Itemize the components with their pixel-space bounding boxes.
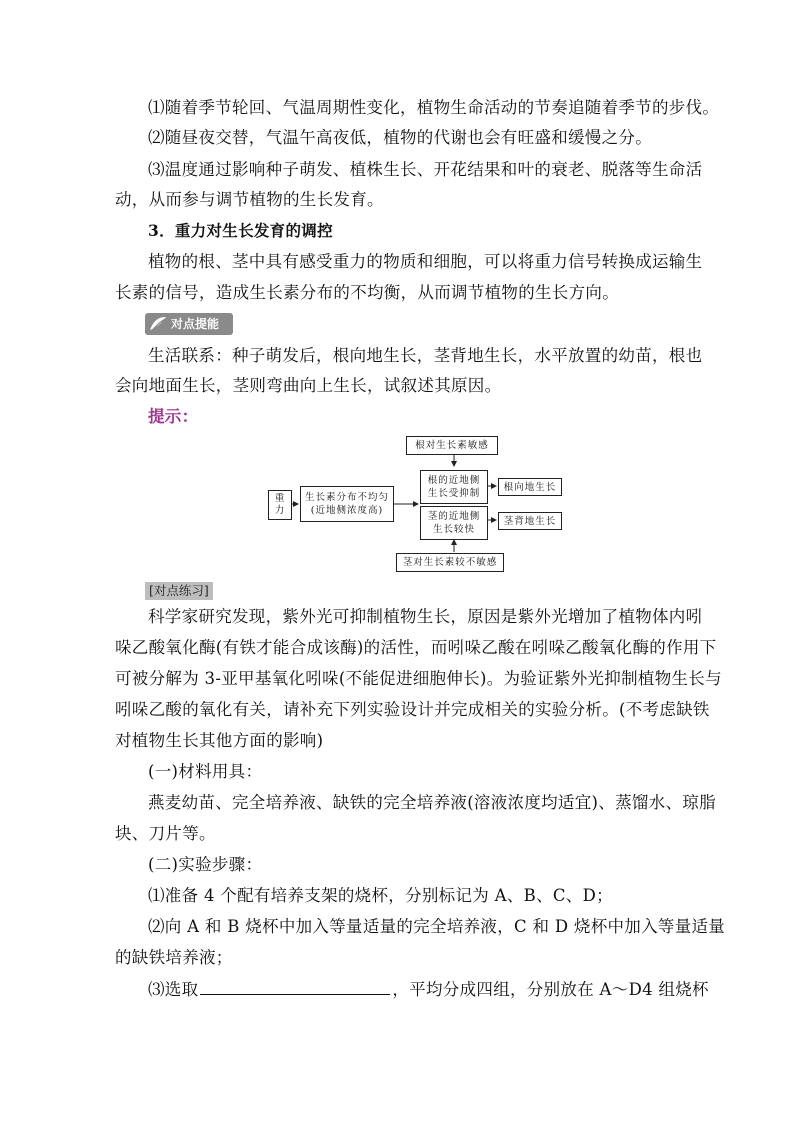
materials-heading: (一)材料用具：: [148, 762, 263, 781]
step-2-line-1: ⑵向 A 和 B 烧杯中加入等量适量的完全培养液，C 和 D 烧杯中加入等量适量: [148, 917, 726, 936]
box-stem-near-line1: 茎的近地侧: [427, 511, 481, 522]
paragraph-gravity-2: 长素的信号，造成生长素分布的不均衡，从而调节植物的生长方向。: [115, 283, 619, 302]
box-root-sensitive-label: 根对生长素敏感: [415, 440, 489, 451]
box-stem-insensitive-label: 茎对生长素较不敏感: [402, 557, 498, 568]
box-root-near-side: [420, 470, 488, 504]
steps-heading: (二)实验步骤：: [148, 855, 263, 874]
exercise-line-3: 可被分解为 3-亚甲基氧化吲哚(不能促进细胞伸长)。为验证紫外光抑制植物生长与: [115, 669, 722, 688]
question-line-1: 生活联系：种子萌发后，根向地生长，茎背地生长，水平放置的幼苗，根也: [148, 346, 703, 365]
step-3-prefix: ⑶选取: [148, 980, 199, 999]
box-auxin-sublabel: (近地侧浓度高): [310, 505, 384, 516]
materials-line-2: 块、刀片等。: [115, 824, 216, 843]
box-stem-grows-up-label: 茎背地生长: [503, 515, 557, 527]
paragraph-day-night: ⑵随昼夜交替，气温午高夜低，植物的代谢也会有旺盛和缓慢之分。: [148, 128, 652, 147]
paragraph-temperature-2: 动，从而参与调节植物的生长发育。: [115, 190, 384, 209]
box-root-near-line1: 根的近地侧: [427, 475, 481, 486]
question-line-2: 会向地面生长，茎则弯曲向上生长，试叙述其原因。: [115, 376, 502, 395]
hint-label: 提示：: [148, 407, 199, 426]
box-root-sensitive: [406, 436, 498, 455]
exercise-tag: [对点练习]: [145, 582, 213, 600]
box-root-near-line2: 生长受抑制: [427, 488, 481, 499]
leaf-icon: [148, 315, 168, 337]
badge-skill-tip: [145, 313, 233, 335]
box-stem-near-side: [420, 506, 488, 540]
exercise-line-1: 科学家研究发现，紫外光可抑制植物生长，原因是紫外光增加了植物体内吲: [148, 607, 703, 626]
step-3: [148, 978, 718, 1001]
exercise-line-4: 吲哚乙酸的氧化有关，请补充下列实验设计并完成相关的实验分析。(不考虑缺铁: [115, 700, 710, 719]
paragraph-temperature-1: ⑶温度通过影响种子萌发、植株生长、开花结果和叶的衰老、脱落等生命活: [148, 160, 703, 179]
step-2-line-2: 的缺铁培养液；: [115, 948, 233, 967]
box-gravity-label: 重力: [274, 493, 286, 516]
exercise-line-5: 对植物生长其他方面的影响): [115, 731, 324, 750]
box-stem-near-line2: 生长较快: [432, 524, 475, 535]
step-3-answer-blank[interactable]: [200, 978, 390, 995]
gravity-auxin-diagram: [268, 434, 564, 572]
box-root-grows-down-label: 根向地生长: [503, 481, 557, 493]
box-stem-grows-up: [498, 512, 562, 530]
paragraph-seasonal: ⑴随着季节轮回、气温周期性变化，植物生命活动的节奏追随着季节的步伐。: [148, 98, 720, 117]
box-auxin-uneven: [300, 486, 394, 522]
step-3-suffix: ，平均分成四组，分别放在 A～D4 组烧杯: [392, 980, 709, 999]
step-1: ⑴准备 4 个配有培养支架的烧杯，分别标记为 A、B、C、D；: [148, 886, 613, 905]
badge-label: 对点提能: [171, 317, 220, 331]
box-auxin-label: 生长素分布不均匀: [304, 492, 389, 503]
exercise-line-2: 哚乙酸氧化酶(有铁才能合成该酶)的活性，而吲哚乙酸在吲哚乙酸氧化酶的作用下: [115, 638, 717, 657]
box-gravity: [268, 490, 292, 520]
paragraph-gravity-1: 植物的根、茎中具有感受重力的物质和细胞，可以将重力信号转换成运输生: [148, 252, 703, 271]
section-heading-gravity: 3．重力对生长发育的调控: [148, 221, 333, 240]
box-root-grows-down: [498, 478, 562, 496]
box-stem-insensitive: [396, 553, 504, 572]
materials-line-1: 燕麦幼苗、完全培养液、缺铁的完全培养液(溶液浓度均适宜)、蒸馏水、琼脂: [148, 793, 716, 812]
